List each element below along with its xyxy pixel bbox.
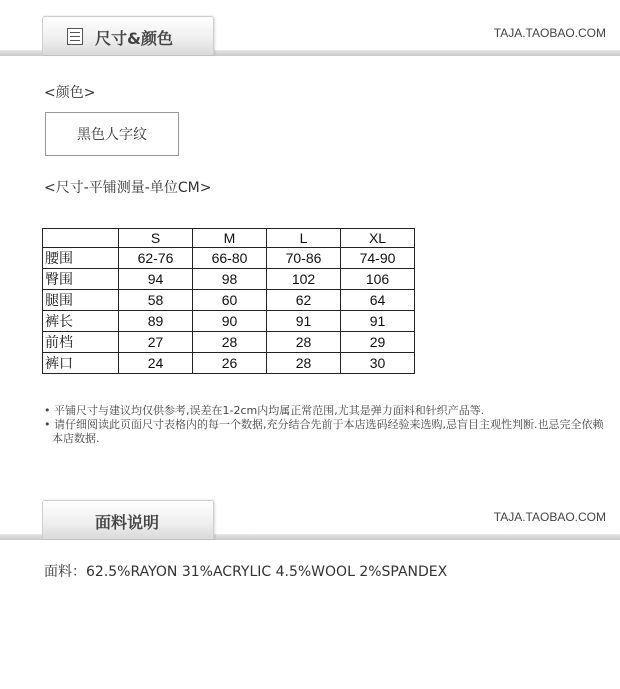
table-cell: 70-86 (267, 248, 341, 269)
table-header-cell: XL (341, 229, 415, 248)
table-cell: 臀围 (43, 269, 119, 290)
table-header-row (43, 229, 415, 248)
size-table (42, 228, 415, 374)
table-cell: 24 (119, 353, 193, 374)
color-label: <颜色> (44, 85, 96, 101)
notes (44, 404, 604, 446)
table-header-cell: S (119, 229, 193, 248)
table-cell: 74-90 (341, 248, 415, 269)
table-cell: 腰围 (43, 248, 119, 269)
header-tab (42, 16, 214, 55)
table-row (43, 353, 415, 374)
table-cell: 前档 (43, 332, 119, 353)
section-header-fabric (0, 500, 620, 540)
table-cell: 98 (193, 269, 267, 290)
table-cell: 58 (119, 290, 193, 311)
table-cell: 66-80 (193, 248, 267, 269)
table-cell: 29 (341, 332, 415, 353)
note-item: • 平铺尺寸与建议均仅供参考,误差在1-2cm内均属正常范围,尤其是弹力面料和针织产品等. (44, 404, 485, 417)
table-row (43, 332, 415, 353)
table-cell: 腿围 (43, 290, 119, 311)
table-row (43, 248, 415, 269)
table-cell: 28 (267, 332, 341, 353)
table-header-cell: L (267, 229, 341, 248)
table-cell: 91 (341, 311, 415, 332)
table-cell: 60 (193, 290, 267, 311)
section-title: 尺寸&颜色 (95, 29, 173, 48)
table-cell: 27 (119, 332, 193, 353)
table-cell: 30 (341, 353, 415, 374)
size-label: <尺寸-平铺测量-单位CM> (44, 180, 212, 196)
table-cell: 62 (267, 290, 341, 311)
table-row (43, 290, 415, 311)
table-cell: 26 (193, 353, 267, 374)
table-cell: 28 (193, 332, 267, 353)
table-cell: 裤口 (43, 353, 119, 374)
table-cell: 94 (119, 269, 193, 290)
table-cell: 90 (193, 311, 267, 332)
document-icon (67, 28, 83, 45)
table-cell: 106 (341, 269, 415, 290)
table-header-cell: M (193, 229, 267, 248)
table-cell: 62-76 (119, 248, 193, 269)
header-tab (42, 500, 214, 539)
table-header-cell (43, 229, 119, 248)
table-cell: 28 (267, 353, 341, 374)
section-title: 面料说明 (95, 513, 160, 532)
table-row (43, 311, 415, 332)
table-cell: 91 (267, 311, 341, 332)
site-url: TAJA.TAOBAO.COM (493, 510, 606, 524)
section-header-size-color (0, 16, 620, 56)
table-cell: 裤长 (43, 311, 119, 332)
table-row (43, 269, 415, 290)
fabric-composition: 面料：62.5%RAYON 31%ACRYLIC 4.5%WOOL 2%SPANDEX (44, 564, 448, 580)
color-option: 黑色人字纹 (45, 112, 179, 156)
note-item: • 请仔细阅读此页面尺寸表格内的每一个数据,充分结合先前于本店选码经验来选购,忌盲目主观性判断.也忌完全依赖本店数据. (44, 418, 604, 445)
table-cell: 89 (119, 311, 193, 332)
table-cell: 64 (341, 290, 415, 311)
site-url: TAJA.TAOBAO.COM (493, 26, 606, 40)
table-cell: 102 (267, 269, 341, 290)
